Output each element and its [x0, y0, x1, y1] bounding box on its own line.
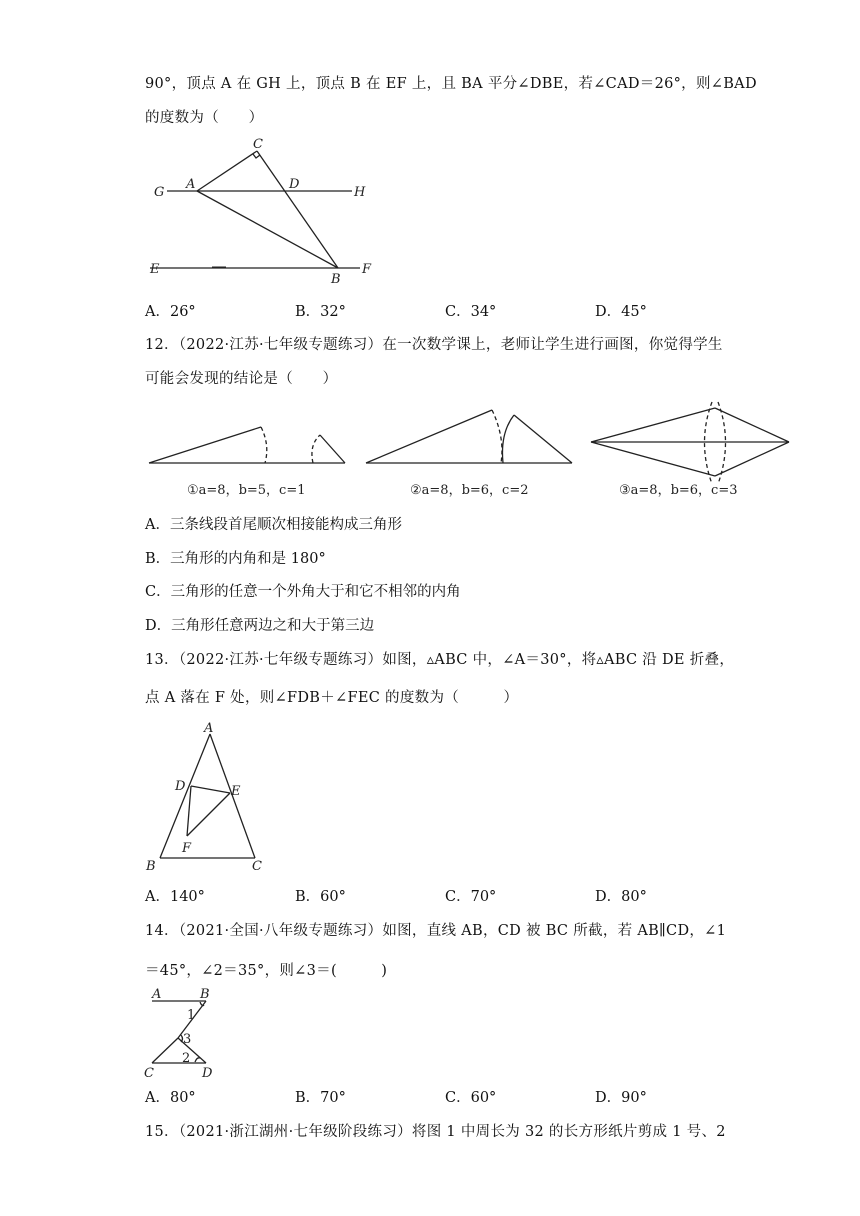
q14-label-A: A: [152, 987, 162, 1002]
q12-option-b: B．三角形的内角和是 180°: [145, 551, 326, 567]
q14-option-d: D．90°: [595, 1090, 647, 1106]
q12-figure-1: [145, 405, 355, 500]
q12-text-line2: 可能会发现的结论是（ ）: [145, 371, 338, 387]
q11-text-line2: 的度数为（ ）: [145, 110, 264, 126]
q11-label-A: A: [186, 177, 196, 192]
q14-option-b: B．70°: [295, 1090, 346, 1106]
q14-text-line1: 14．（2021·全国·八年级专题练习）如图，直线 AB，CD 被 BC 所截，若 AB∥CD，∠1: [145, 923, 727, 939]
q13-label-D: D: [175, 779, 186, 794]
q14-label-C: C: [144, 1066, 154, 1081]
q12-option-c: C．三角形的任意一个外角大于和它不相邻的内角: [145, 584, 461, 600]
q13-text-line2: 点 A 落在 F 处，则∠FDB＋∠FEC 的度数为（ ）: [145, 690, 519, 706]
q11-label-C: C: [253, 137, 263, 152]
q14-label-2: 2: [182, 1051, 191, 1066]
q11-option-c: C．34°: [445, 304, 497, 320]
q13-option-a: A．140°: [145, 889, 205, 905]
q12-figure-2: [362, 405, 577, 500]
q11-label-D: D: [289, 177, 300, 192]
q14-label-3: 3: [183, 1032, 192, 1047]
q12-caption-1: ①a=8，b=5，c=1: [187, 483, 306, 498]
q11-figure: [140, 130, 390, 288]
q13-label-A: A: [204, 721, 214, 736]
q11-label-H: H: [354, 185, 366, 200]
q12-caption-2: ②a=8，b=6，c=2: [410, 483, 529, 498]
q13-option-d: D．80°: [595, 889, 647, 905]
q11-option-a: A．26°: [145, 304, 196, 320]
q11-label-G: G: [154, 185, 165, 200]
q14-text-line2: ＝45°，∠2＝35°，则∠3＝( ): [145, 963, 388, 979]
q15-text-line1: 15．（2021·浙江湖州·七年级阶段练习）将图 1 中周长为 32 的长方形纸片剪成 1 号、2: [145, 1124, 726, 1140]
q14-label-1: 1: [187, 1008, 196, 1023]
q11-label-E: E: [150, 262, 160, 277]
q11-option-b: B．32°: [295, 304, 346, 320]
q13-text-line1: 13．（2022·江苏·七年级专题练习）如图，▵ABC 中，∠A＝30°，将▵ABC 沿 DE 折叠，: [145, 652, 735, 668]
q12-figure-3: [585, 400, 795, 500]
q14-option-a: A．80°: [145, 1090, 196, 1106]
q13-label-E: E: [231, 784, 241, 799]
q14-option-c: C．60°: [445, 1090, 497, 1106]
q13-option-b: B．60°: [295, 889, 346, 905]
q11-label-B: B: [331, 272, 341, 287]
q12-caption-3: ③a=8，b=6，c=3: [619, 483, 738, 498]
q12-option-d: D．三角形任意两边之和大于第三边: [145, 618, 375, 634]
q11-text-line1: 90°，顶点 A 在 GH 上，顶点 B 在 EF 上，且 BA 平分∠DBE，若∠CAD＝26°，则∠BAD: [145, 76, 757, 92]
q13-label-F: F: [182, 841, 192, 856]
q14-label-B: B: [200, 987, 210, 1002]
q14-label-D: D: [202, 1066, 213, 1081]
q12-option-a: A．三条线段首尾顺次相接能构成三角形: [145, 517, 402, 533]
q11-option-d: D．45°: [595, 304, 647, 320]
q14-figure: [140, 985, 230, 1081]
q13-label-C: C: [252, 859, 262, 874]
q13-label-B: B: [146, 859, 156, 874]
q12-text-line1: 12．（2022·江苏·七年级专题练习）在一次数学课上，老师让学生进行画图，你觉得学生: [145, 337, 723, 353]
q13-figure: [140, 718, 280, 876]
q13-option-c: C．70°: [445, 889, 497, 905]
q11-label-F: F: [362, 262, 372, 277]
